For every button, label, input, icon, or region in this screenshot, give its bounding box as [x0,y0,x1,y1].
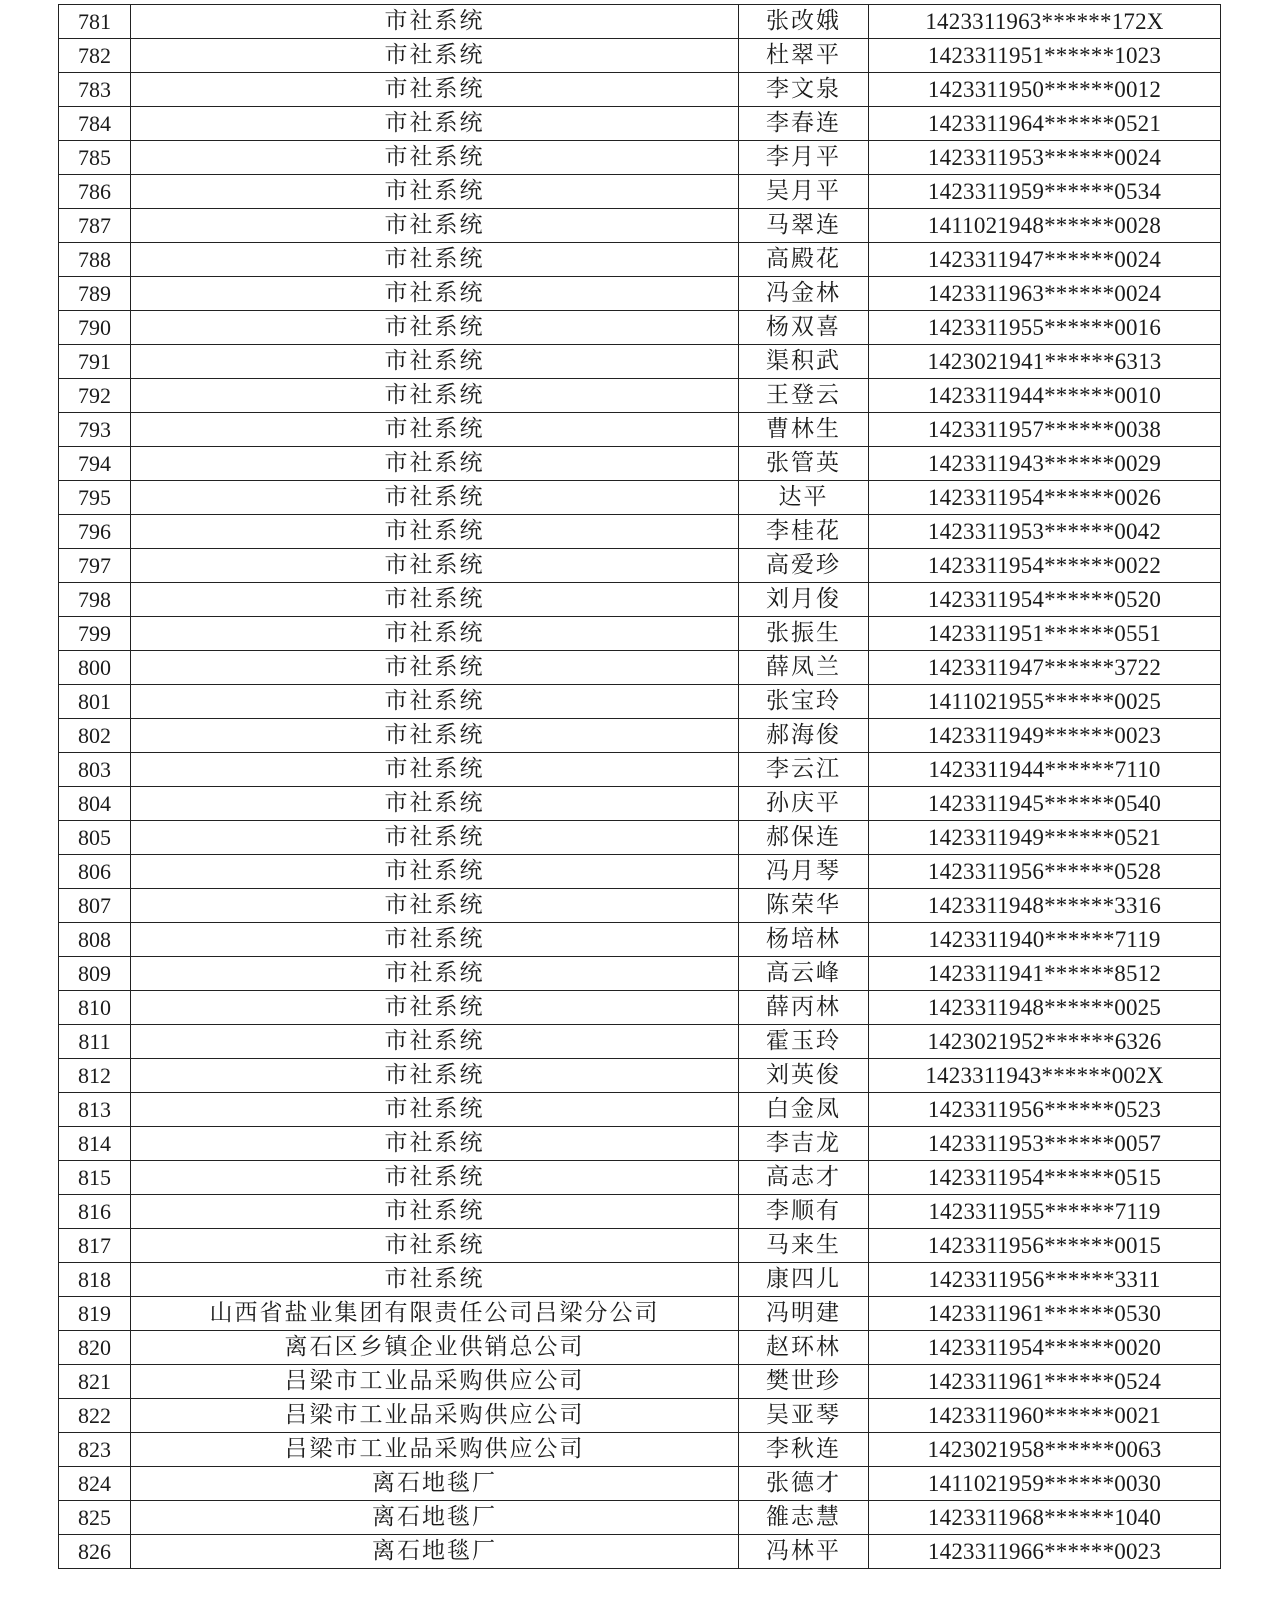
row-number-cell: 798 [59,583,131,617]
id-number-cell: 1411021955******0025 [869,685,1221,719]
unit-cell: 市社系统 [131,243,739,277]
id-number-cell: 1423311941******8512 [869,957,1221,991]
row-number-cell: 794 [59,447,131,481]
name-cell: 白金凤 [739,1093,869,1127]
unit-cell: 市社系统 [131,413,739,447]
id-number-cell: 1423311954******0020 [869,1331,1221,1365]
table-row [59,1331,1221,1365]
id-number-cell: 1423311950******0012 [869,73,1221,107]
row-number-cell: 813 [59,1093,131,1127]
unit-cell: 离石地毯厂 [131,1535,739,1569]
row-number-cell: 817 [59,1229,131,1263]
table-row [59,413,1221,447]
unit-cell: 市社系统 [131,753,739,787]
name-cell: 张振生 [739,617,869,651]
name-cell: 吴月平 [739,175,869,209]
id-number-cell: 1423311953******0042 [869,515,1221,549]
table-row [59,1467,1221,1501]
id-number-cell: 1423311963******0024 [869,277,1221,311]
row-number-cell: 804 [59,787,131,821]
name-cell: 王登云 [739,379,869,413]
row-number-cell: 783 [59,73,131,107]
row-number-cell: 823 [59,1433,131,1467]
table-row [59,481,1221,515]
row-number-cell: 803 [59,753,131,787]
name-cell: 张改娥 [739,5,869,39]
table-row [59,719,1221,753]
name-cell: 马翠连 [739,209,869,243]
unit-cell: 市社系统 [131,1229,739,1263]
table-row [59,1195,1221,1229]
id-number-cell: 1423311966******0023 [869,1535,1221,1569]
name-cell: 高云峰 [739,957,869,991]
table-row [59,1365,1221,1399]
unit-cell: 市社系统 [131,583,739,617]
unit-cell: 市社系统 [131,39,739,73]
id-number-cell: 1423311955******0016 [869,311,1221,345]
row-number-cell: 810 [59,991,131,1025]
name-cell: 吴亚琴 [739,1399,869,1433]
row-number-cell: 821 [59,1365,131,1399]
unit-cell: 市社系统 [131,447,739,481]
row-number-cell: 809 [59,957,131,991]
unit-cell: 市社系统 [131,923,739,957]
id-number-cell: 1423311947******3722 [869,651,1221,685]
unit-cell: 吕梁市工业品采购供应公司 [131,1365,739,1399]
row-number-cell: 791 [59,345,131,379]
row-number-cell: 812 [59,1059,131,1093]
unit-cell: 市社系统 [131,1059,739,1093]
id-number-cell: 1423311947******0024 [869,243,1221,277]
unit-cell: 山西省盐业集团有限责任公司吕梁分公司 [131,1297,739,1331]
id-number-cell: 1423311956******3311 [869,1263,1221,1297]
unit-cell: 市社系统 [131,787,739,821]
table-row [59,1263,1221,1297]
name-cell: 李文泉 [739,73,869,107]
id-number-cell: 1423311956******0015 [869,1229,1221,1263]
name-cell: 冯金林 [739,277,869,311]
unit-cell: 市社系统 [131,957,739,991]
table-row [59,1297,1221,1331]
unit-cell: 市社系统 [131,277,739,311]
id-number-cell: 1423311957******0038 [869,413,1221,447]
table-row [59,685,1221,719]
table-row [59,209,1221,243]
row-number-cell: 824 [59,1467,131,1501]
id-number-cell: 1423311959******0534 [869,175,1221,209]
table-row [59,753,1221,787]
table-row [59,787,1221,821]
id-number-cell: 1423021952******6326 [869,1025,1221,1059]
unit-cell: 市社系统 [131,1093,739,1127]
id-number-cell: 1423021958******0063 [869,1433,1221,1467]
name-cell: 李吉龙 [739,1127,869,1161]
name-cell: 冯明建 [739,1297,869,1331]
row-number-cell: 792 [59,379,131,413]
row-number-cell: 800 [59,651,131,685]
table-row [59,1161,1221,1195]
row-number-cell: 815 [59,1161,131,1195]
name-cell: 雒志慧 [739,1501,869,1535]
id-number-cell: 1423021941******6313 [869,345,1221,379]
name-cell: 李顺有 [739,1195,869,1229]
table-row [59,855,1221,889]
unit-cell: 市社系统 [131,991,739,1025]
table-row [59,345,1221,379]
table-row [59,651,1221,685]
unit-cell: 市社系统 [131,73,739,107]
id-number-cell: 1423311953******0024 [869,141,1221,175]
id-number-cell: 1423311953******0057 [869,1127,1221,1161]
unit-cell: 市社系统 [131,515,739,549]
row-number-cell: 786 [59,175,131,209]
name-cell: 李月平 [739,141,869,175]
unit-cell: 市社系统 [131,617,739,651]
id-number-cell: 1423311945******0540 [869,787,1221,821]
row-number-cell: 793 [59,413,131,447]
table-row [59,1127,1221,1161]
row-number-cell: 801 [59,685,131,719]
name-cell: 薛凤兰 [739,651,869,685]
unit-cell: 市社系统 [131,719,739,753]
name-cell: 陈荣华 [739,889,869,923]
name-cell: 薛丙林 [739,991,869,1025]
table-row [59,923,1221,957]
row-number-cell: 785 [59,141,131,175]
name-cell: 张德才 [739,1467,869,1501]
row-number-cell: 789 [59,277,131,311]
name-cell: 杨双喜 [739,311,869,345]
unit-cell: 市社系统 [131,685,739,719]
row-number-cell: 807 [59,889,131,923]
row-number-cell: 782 [59,39,131,73]
unit-cell: 市社系统 [131,175,739,209]
table-row [59,5,1221,39]
row-number-cell: 816 [59,1195,131,1229]
table-row [59,617,1221,651]
name-cell: 赵环林 [739,1331,869,1365]
row-number-cell: 806 [59,855,131,889]
unit-cell: 市社系统 [131,1127,739,1161]
unit-cell: 市社系统 [131,5,739,39]
table-row [59,73,1221,107]
row-number-cell: 802 [59,719,131,753]
id-number-cell: 1423311960******0021 [869,1399,1221,1433]
name-cell: 渠积武 [739,345,869,379]
roster-table [58,4,1221,1569]
table-row [59,107,1221,141]
row-number-cell: 805 [59,821,131,855]
name-cell: 李秋连 [739,1433,869,1467]
name-cell: 郝保连 [739,821,869,855]
name-cell: 刘月俊 [739,583,869,617]
id-number-cell: 1423311949******0521 [869,821,1221,855]
unit-cell: 市社系统 [131,549,739,583]
unit-cell: 吕梁市工业品采购供应公司 [131,1399,739,1433]
id-number-cell: 1423311968******1040 [869,1501,1221,1535]
row-number-cell: 808 [59,923,131,957]
name-cell: 张管英 [739,447,869,481]
unit-cell: 市社系统 [131,345,739,379]
row-number-cell: 814 [59,1127,131,1161]
name-cell: 李云江 [739,753,869,787]
table-row [59,549,1221,583]
id-number-cell: 1423311961******0524 [869,1365,1221,1399]
unit-cell: 吕梁市工业品采购供应公司 [131,1433,739,1467]
row-number-cell: 825 [59,1501,131,1535]
id-number-cell: 1423311964******0521 [869,107,1221,141]
table-row [59,141,1221,175]
table-row [59,277,1221,311]
id-number-cell: 1423311951******1023 [869,39,1221,73]
unit-cell: 离石地毯厂 [131,1501,739,1535]
table-row [59,1535,1221,1569]
unit-cell: 离石区乡镇企业供销总公司 [131,1331,739,1365]
table-row [59,1433,1221,1467]
table-row [59,1229,1221,1263]
id-number-cell: 1423311954******0520 [869,583,1221,617]
table-row [59,243,1221,277]
unit-cell: 市社系统 [131,855,739,889]
id-number-cell: 1423311954******0022 [869,549,1221,583]
table-row [59,515,1221,549]
name-cell: 霍玉玲 [739,1025,869,1059]
name-cell: 冯林平 [739,1535,869,1569]
name-cell: 达平 [739,481,869,515]
name-cell: 高爱珍 [739,549,869,583]
row-number-cell: 826 [59,1535,131,1569]
id-number-cell: 1423311948******0025 [869,991,1221,1025]
unit-cell: 离石地毯厂 [131,1467,739,1501]
id-number-cell: 1423311961******0530 [869,1297,1221,1331]
table-row [59,889,1221,923]
table-row [59,1025,1221,1059]
row-number-cell: 781 [59,5,131,39]
id-number-cell: 1423311963******172X [869,5,1221,39]
table-row [59,991,1221,1025]
table-row [59,447,1221,481]
roster-body [59,5,1221,1569]
unit-cell: 市社系统 [131,209,739,243]
table-row [59,379,1221,413]
name-cell: 刘英俊 [739,1059,869,1093]
id-number-cell: 1423311948******3316 [869,889,1221,923]
name-cell: 高志才 [739,1161,869,1195]
id-number-cell: 1423311951******0551 [869,617,1221,651]
row-number-cell: 822 [59,1399,131,1433]
name-cell: 康四儿 [739,1263,869,1297]
unit-cell: 市社系统 [131,1025,739,1059]
row-number-cell: 797 [59,549,131,583]
id-number-cell: 1411021959******0030 [869,1467,1221,1501]
id-number-cell: 1423311955******7119 [869,1195,1221,1229]
table-row [59,583,1221,617]
row-number-cell: 795 [59,481,131,515]
row-number-cell: 818 [59,1263,131,1297]
id-number-cell: 1423311944******0010 [869,379,1221,413]
id-number-cell: 1423311954******0515 [869,1161,1221,1195]
name-cell: 马来生 [739,1229,869,1263]
name-cell: 李春连 [739,107,869,141]
table-row [59,1399,1221,1433]
table-row [59,1093,1221,1127]
table-row [59,1501,1221,1535]
name-cell: 杜翠平 [739,39,869,73]
row-number-cell: 820 [59,1331,131,1365]
unit-cell: 市社系统 [131,889,739,923]
id-number-cell: 1423311943******002X [869,1059,1221,1093]
unit-cell: 市社系统 [131,379,739,413]
name-cell: 杨培林 [739,923,869,957]
row-number-cell: 788 [59,243,131,277]
name-cell: 李桂花 [739,515,869,549]
id-number-cell: 1423311944******7110 [869,753,1221,787]
name-cell: 郝海俊 [739,719,869,753]
table-row [59,821,1221,855]
table-row [59,175,1221,209]
row-number-cell: 787 [59,209,131,243]
id-number-cell: 1423311956******0523 [869,1093,1221,1127]
unit-cell: 市社系统 [131,1263,739,1297]
unit-cell: 市社系统 [131,107,739,141]
name-cell: 冯月琴 [739,855,869,889]
row-number-cell: 790 [59,311,131,345]
table-row [59,39,1221,73]
table-row [59,311,1221,345]
unit-cell: 市社系统 [131,651,739,685]
id-number-cell: 1423311943******0029 [869,447,1221,481]
id-number-cell: 1411021948******0028 [869,209,1221,243]
unit-cell: 市社系统 [131,1195,739,1229]
name-cell: 高殿花 [739,243,869,277]
name-cell: 张宝玲 [739,685,869,719]
table-row [59,1059,1221,1093]
row-number-cell: 784 [59,107,131,141]
row-number-cell: 796 [59,515,131,549]
unit-cell: 市社系统 [131,1161,739,1195]
row-number-cell: 811 [59,1025,131,1059]
row-number-cell: 799 [59,617,131,651]
name-cell: 樊世珍 [739,1365,869,1399]
unit-cell: 市社系统 [131,311,739,345]
unit-cell: 市社系统 [131,821,739,855]
name-cell: 孙庆平 [739,787,869,821]
id-number-cell: 1423311940******7119 [869,923,1221,957]
row-number-cell: 819 [59,1297,131,1331]
table-row [59,957,1221,991]
unit-cell: 市社系统 [131,481,739,515]
id-number-cell: 1423311956******0528 [869,855,1221,889]
id-number-cell: 1423311949******0023 [869,719,1221,753]
unit-cell: 市社系统 [131,141,739,175]
id-number-cell: 1423311954******0026 [869,481,1221,515]
name-cell: 曹林生 [739,413,869,447]
